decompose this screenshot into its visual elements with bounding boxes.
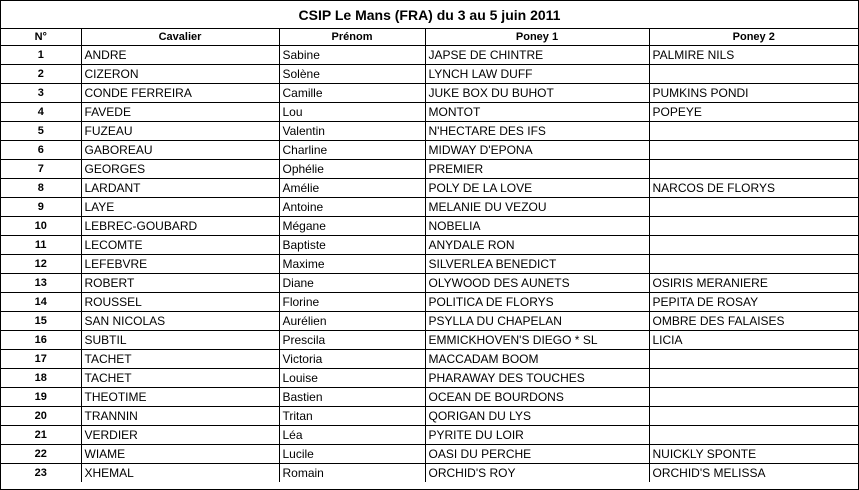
cell-poney2 — [649, 350, 858, 369]
cell-poney2: NUICKLY SPONTE — [649, 445, 858, 464]
cell-prenom: Florine — [279, 293, 425, 312]
cell-cavalier: XHEMAL — [81, 464, 279, 483]
cell-prenom: Valentin — [279, 122, 425, 141]
table-row — [1, 122, 858, 141]
cell-poney2: OSIRIS MERANIERE — [649, 274, 858, 293]
cell-cavalier: TRANNIN — [81, 407, 279, 426]
cell-prenom: Sabine — [279, 46, 425, 65]
table-row — [1, 331, 858, 350]
cell-prenom: Camille — [279, 84, 425, 103]
cell-prenom: Tritan — [279, 407, 425, 426]
cell-prenom: Amélie — [279, 179, 425, 198]
page-title: CSIP Le Mans (FRA) du 3 au 5 juin 2011 — [1, 1, 858, 29]
cell-prenom: Mégane — [279, 217, 425, 236]
cell-poney2: PEPITA DE ROSAY — [649, 293, 858, 312]
cell-num: 21 — [1, 426, 81, 445]
cell-prenom: Maxime — [279, 255, 425, 274]
cell-poney1: LYNCH LAW DUFF — [425, 65, 649, 84]
cell-poney2 — [649, 255, 858, 274]
cell-poney1: OLYWOOD DES AUNETS — [425, 274, 649, 293]
cell-prenom: Diane — [279, 274, 425, 293]
cell-num: 4 — [1, 103, 81, 122]
entries-table — [1, 29, 858, 482]
cell-prenom: Bastien — [279, 388, 425, 407]
cell-poney2 — [649, 160, 858, 179]
cell-prenom: Prescila — [279, 331, 425, 350]
cell-num: 16 — [1, 331, 81, 350]
cell-prenom: Victoria — [279, 350, 425, 369]
header-num: N° — [1, 29, 81, 46]
cell-cavalier: SAN NICOLAS — [81, 312, 279, 331]
table-row — [1, 141, 858, 160]
cell-cavalier: GABOREAU — [81, 141, 279, 160]
cell-num: 5 — [1, 122, 81, 141]
cell-poney2 — [649, 236, 858, 255]
cell-prenom: Aurélien — [279, 312, 425, 331]
cell-num: 17 — [1, 350, 81, 369]
table-row — [1, 388, 858, 407]
cell-prenom: Léa — [279, 426, 425, 445]
cell-prenom: Antoine — [279, 198, 425, 217]
cell-poney2 — [649, 198, 858, 217]
cell-poney1: MONTOT — [425, 103, 649, 122]
cell-num: 20 — [1, 407, 81, 426]
table-row — [1, 46, 858, 65]
cell-poney2 — [649, 65, 858, 84]
table-row — [1, 179, 858, 198]
cell-cavalier: ANDRE — [81, 46, 279, 65]
cell-poney1: PHARAWAY DES TOUCHES — [425, 369, 649, 388]
cell-cavalier: ROBERT — [81, 274, 279, 293]
cell-num: 12 — [1, 255, 81, 274]
table-row — [1, 217, 858, 236]
cell-poney2: PALMIRE NILS — [649, 46, 858, 65]
cell-cavalier: SUBTIL — [81, 331, 279, 350]
table-row — [1, 350, 858, 369]
cell-poney1: POLITICA DE FLORYS — [425, 293, 649, 312]
table-row — [1, 198, 858, 217]
cell-poney1: OCEAN DE BOURDONS — [425, 388, 649, 407]
cell-poney1: PYRITE DU LOIR — [425, 426, 649, 445]
cell-cavalier: TACHET — [81, 350, 279, 369]
cell-poney1: OASI DU PERCHE — [425, 445, 649, 464]
table-row — [1, 445, 858, 464]
cell-poney1: ANYDALE RON — [425, 236, 649, 255]
cell-poney1: SILVERLEA BENEDICT — [425, 255, 649, 274]
table-row — [1, 369, 858, 388]
cell-poney2 — [649, 388, 858, 407]
cell-num: 6 — [1, 141, 81, 160]
cell-cavalier: GEORGES — [81, 160, 279, 179]
cell-prenom: Lou — [279, 103, 425, 122]
cell-cavalier: CONDE FERREIRA — [81, 84, 279, 103]
cell-poney2: OMBRE DES FALAISES — [649, 312, 858, 331]
cell-poney2 — [649, 369, 858, 388]
cell-poney1: N'HECTARE DES IFS — [425, 122, 649, 141]
cell-prenom: Charline — [279, 141, 425, 160]
table-row — [1, 312, 858, 331]
cell-poney1: MELANIE DU VEZOU — [425, 198, 649, 217]
cell-poney1: JUKE BOX DU BUHOT — [425, 84, 649, 103]
header-cavalier: Cavalier — [81, 29, 279, 46]
cell-poney2 — [649, 407, 858, 426]
table-row — [1, 293, 858, 312]
cell-cavalier: LEFEBVRE — [81, 255, 279, 274]
cell-cavalier: LECOMTE — [81, 236, 279, 255]
header-row — [1, 29, 858, 46]
table-row — [1, 160, 858, 179]
header-prenom: Prénom — [279, 29, 425, 46]
cell-poney1: POLY DE LA LOVE — [425, 179, 649, 198]
cell-num: 11 — [1, 236, 81, 255]
cell-cavalier: TACHET — [81, 369, 279, 388]
header-poney1: Poney 1 — [425, 29, 649, 46]
table-row — [1, 255, 858, 274]
cell-num: 7 — [1, 160, 81, 179]
cell-cavalier: FUZEAU — [81, 122, 279, 141]
cell-num: 22 — [1, 445, 81, 464]
cell-poney1: ORCHID'S ROY — [425, 464, 649, 483]
cell-num: 14 — [1, 293, 81, 312]
cell-num: 3 — [1, 84, 81, 103]
cell-num: 9 — [1, 198, 81, 217]
header-poney2: Poney 2 — [649, 29, 858, 46]
cell-num: 18 — [1, 369, 81, 388]
cell-cavalier: CIZERON — [81, 65, 279, 84]
cell-poney1: PSYLLA DU CHAPELAN — [425, 312, 649, 331]
cell-poney2: POPEYE — [649, 103, 858, 122]
cell-prenom: Lucile — [279, 445, 425, 464]
table-row — [1, 274, 858, 293]
table-row — [1, 426, 858, 445]
cell-cavalier: THEOTIME — [81, 388, 279, 407]
cell-cavalier: LARDANT — [81, 179, 279, 198]
table-row — [1, 84, 858, 103]
cell-poney1: MACCADAM BOOM — [425, 350, 649, 369]
cell-cavalier: VERDIER — [81, 426, 279, 445]
cell-num: 15 — [1, 312, 81, 331]
cell-prenom: Solène — [279, 65, 425, 84]
cell-poney1: JAPSE DE CHINTRE — [425, 46, 649, 65]
cell-poney2: NARCOS DE FLORYS — [649, 179, 858, 198]
cell-poney2 — [649, 217, 858, 236]
cell-num: 2 — [1, 65, 81, 84]
cell-poney2 — [649, 141, 858, 160]
table-row — [1, 236, 858, 255]
cell-cavalier: WIAME — [81, 445, 279, 464]
cell-poney2 — [649, 122, 858, 141]
cell-num: 10 — [1, 217, 81, 236]
cell-prenom: Louise — [279, 369, 425, 388]
cell-cavalier: ROUSSEL — [81, 293, 279, 312]
cell-cavalier: LEBREC-GOUBARD — [81, 217, 279, 236]
cell-poney2: PUMKINS PONDI — [649, 84, 858, 103]
cell-poney2: LICIA — [649, 331, 858, 350]
cell-num: 1 — [1, 46, 81, 65]
cell-num: 8 — [1, 179, 81, 198]
cell-poney1: MIDWAY D'EPONA — [425, 141, 649, 160]
cell-poney1: EMMICKHOVEN'S DIEGO * SL — [425, 331, 649, 350]
cell-cavalier: FAVEDE — [81, 103, 279, 122]
table-row — [1, 407, 858, 426]
cell-poney1: NOBELIA — [425, 217, 649, 236]
cell-poney2 — [649, 426, 858, 445]
cell-num: 13 — [1, 274, 81, 293]
cell-num: 19 — [1, 388, 81, 407]
cell-prenom: Ophélie — [279, 160, 425, 179]
table-row — [1, 103, 858, 122]
table-row — [1, 65, 858, 84]
cell-poney1: QORIGAN DU LYS — [425, 407, 649, 426]
cell-prenom: Baptiste — [279, 236, 425, 255]
cell-prenom: Romain — [279, 464, 425, 483]
cell-cavalier: LAYE — [81, 198, 279, 217]
table-row — [1, 464, 858, 483]
cell-poney2: ORCHID'S MELISSA — [649, 464, 858, 483]
cell-num: 23 — [1, 464, 81, 483]
cell-poney1: PREMIER — [425, 160, 649, 179]
